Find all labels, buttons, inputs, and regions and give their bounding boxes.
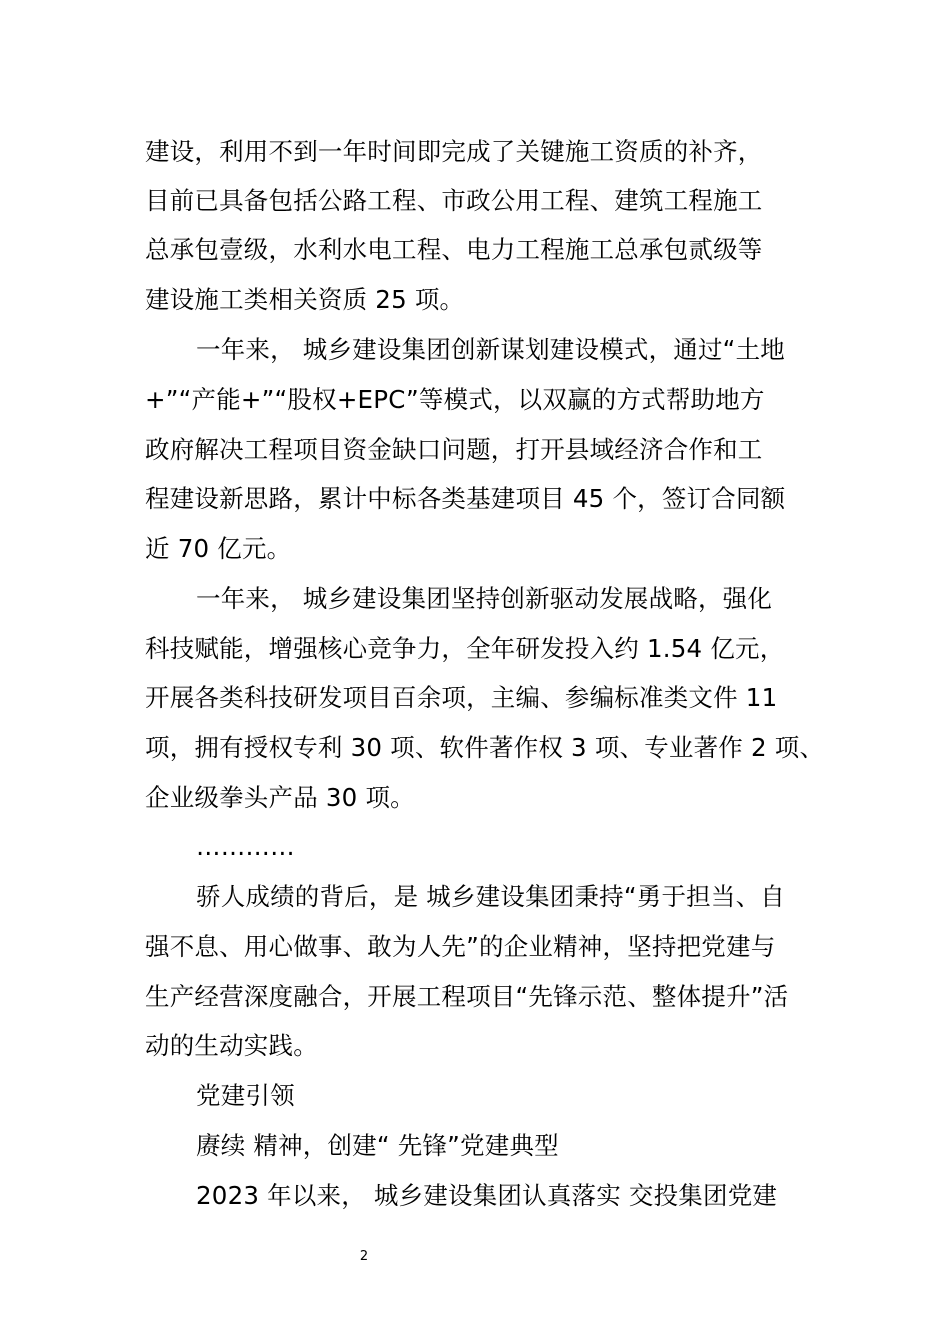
body-text-line: 开展各类科技研发项目百余项，主编、参编标准类文件 11: [145, 683, 778, 712]
page-number: 2: [359, 1249, 369, 1264]
section-heading: 党建引领: [196, 1081, 295, 1110]
body-text-line: +”“产能+”“股权+EPC”等模式，以双赢的方式帮助地方: [145, 385, 765, 414]
body-text-line: 强不息、用心做事、敢为人先”的企业精神，坚持把党建与: [145, 932, 776, 961]
paragraph-start-line: 一年来， 城乡建设集团坚持创新驱动发展战略，强化: [196, 584, 773, 613]
paragraph-start-line: 2023 年以来， 城乡建设集团认真落实 交投集团党建: [196, 1181, 778, 1210]
body-text-line: 生产经营深度融合，开展工程项目“先锋示范、整体提升”活: [145, 982, 789, 1011]
body-text-line: 企业级拳头产品 30 项。: [145, 783, 415, 812]
body-text-line: 建设施工类相关资质 25 项。: [145, 285, 465, 314]
paragraph-start-line: 骄人成绩的背后，是 城乡建设集团秉持“勇于担当、自: [196, 882, 785, 911]
ellipsis-line: …………: [196, 832, 295, 861]
body-text-line: 建设，利用不到一年时间即完成了关键施工资质的补齐，: [145, 137, 763, 166]
body-text-line: 近 70 亿元。: [145, 534, 292, 563]
body-text-line: 总承包壹级，水利水电工程、电力工程施工总承包贰级等: [145, 235, 763, 264]
body-text-line: 目前已具备包括公路工程、市政公用工程、建筑工程施工: [145, 186, 763, 215]
body-text-line: 程建设新思路，累计中标各类基建项目 45 个，签订合同额: [145, 484, 786, 513]
paragraph-start-line: 一年来， 城乡建设集团创新谋划建设模式，通过“土地: [196, 335, 785, 364]
body-text-line: 科技赋能，增强核心竞争力，全年研发投入约 1.54 亿元，: [145, 634, 785, 663]
body-text-line: 政府解决工程项目资金缺口问题，打开县域经济合作和工: [145, 435, 763, 464]
section-subheading: 赓续 精神，创建“ 先锋”党建典型: [196, 1131, 559, 1160]
body-text-line: 项，拥有授权专利 30 项、软件著作权 3 项、专业著作 2 项、: [145, 733, 825, 762]
body-text-line: 动的生动实践。: [145, 1031, 318, 1060]
